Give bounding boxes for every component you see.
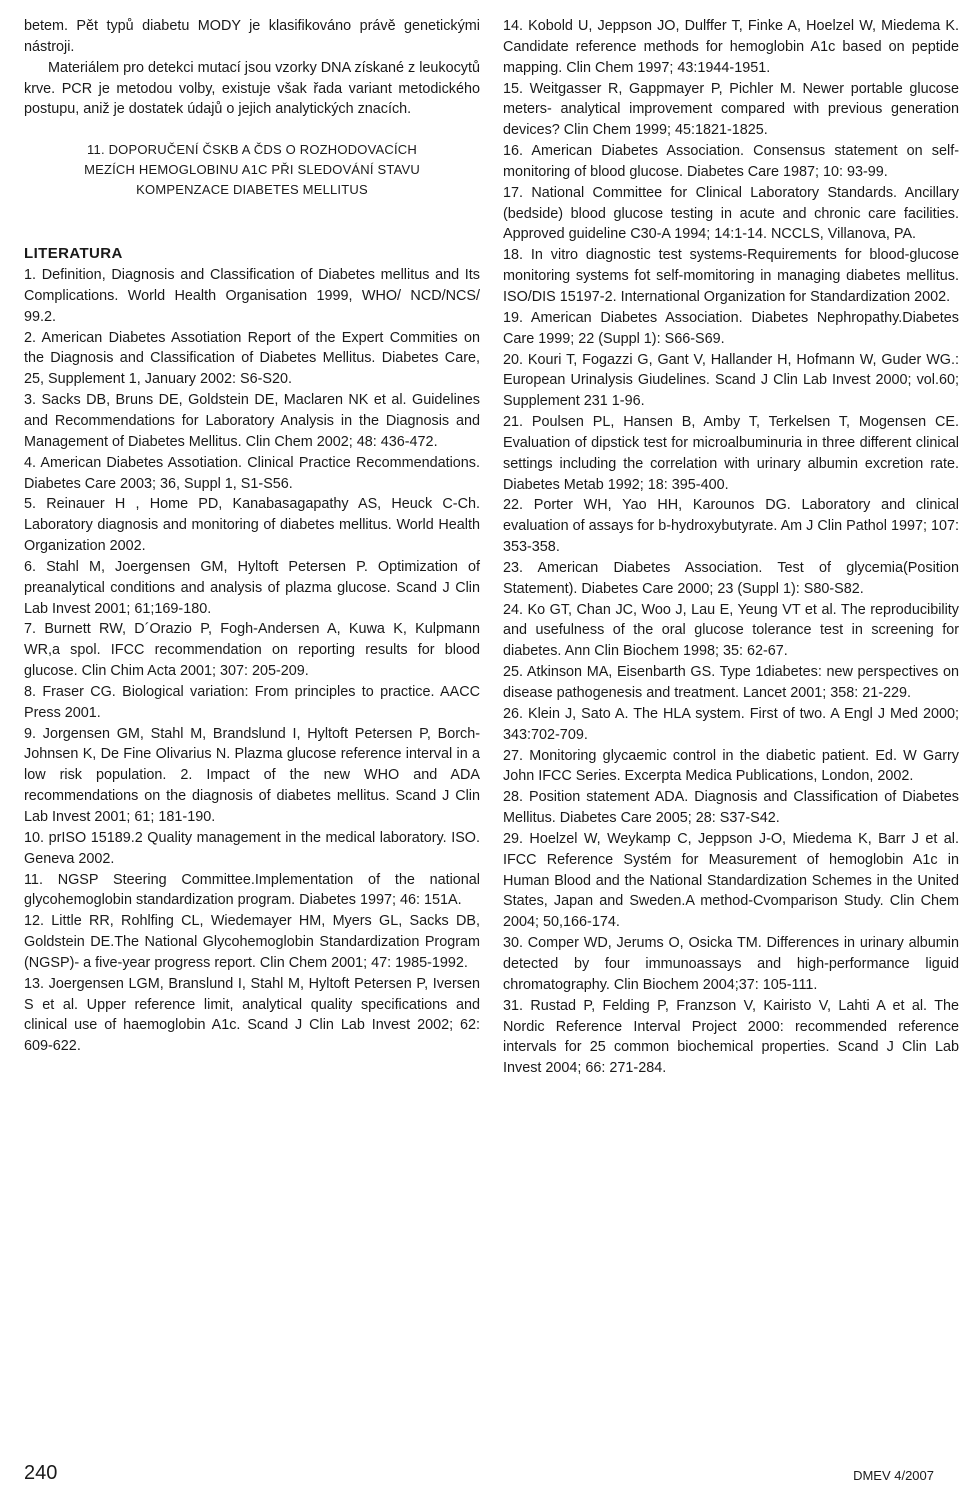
reference-list-left: [24, 265, 480, 1057]
intro-paragraph: Materiálem pro detekci mutací jsou vzorky DNA získané z leukocytů krve. PCR je metodou volby, existuje však řada variant metodického postupu, aniž je dostatek údajů o jejich analytických znacích.: [24, 59, 480, 118]
reference-item: 6. Stahl M, Joergensen GM, Hyltoft Petersen P. Optimization of preanalytical conditions and analysis of plazma glucose. Scand J Clin Lab Invest 2001; 61;169-180.: [24, 558, 480, 617]
reference-item: 24. Ko GT, Chan JC, Woo J, Lau E, Yeung VT et al. The reproducibility and usefulness of the oral glucose tolerance test in screening for diabetes. Ann Clin Biochem 1998; 35: 62-67.: [503, 601, 959, 660]
reference-item: 12. Little RR, Rohlfing CL, Wiedemayer HM, Myers GL, Sacks DB, Goldstein DE.The National Glycohemoglobin Standardization Program (NGSP)- a five-year progress report. Clin Chem 2001; 47: 1985-1992.: [24, 913, 480, 971]
reference-item: 25. Atkinson MA, Eisenbarth GS. Type 1diabetes: new perspectives on disease pathogenesis and treatment. Lancet 2001; 358: 21-229.: [503, 664, 959, 701]
reference-item: 28. Position statement ADA. Diagnosis and Classification of Diabetes Mellitus. Diabetes Care 2005; 28: S37-S42.: [503, 789, 959, 827]
reference-item: 13. Joergensen LGM, Branslund I, Stahl M, Hyltoft Petersen P, Iversen S et al. Upper reference limit, analytical quality specifications and clinical use of haemoglobin A1c. Scand J Clin Lab Invest 2002; 62: 609-622.: [24, 975, 480, 1055]
reference-item: 16. American Diabetes Association. Consensus statement on self-monitoring of blood glucose. Diabetes Care 1987; 10: 93-99.: [503, 143, 959, 180]
right-column: [503, 16, 959, 1079]
reference-item: 31. Rustad P, Felding P, Franzson V, Kairisto V, Lahti A et al. The Nordic Reference Interval Project 2000: recommended reference intervals for 25 common biochemical properties. Scand J Clin Lab Invest 2004; 66: 271-284.: [503, 997, 959, 1077]
journal-issue: DMEV 4/2007: [853, 1468, 934, 1483]
reference-item: 1. Definition, Diagnosis and Classification of Diabetes mellitus and Its Complications. World Health Organisation 1999, WHO/ NCD/NCS/ 99.2.: [24, 267, 480, 325]
section-number: 11.: [87, 142, 105, 158]
reference-item: 10. prISO 15189.2 Quality management in the medical laboratory. ISO. Geneva 2002.: [24, 829, 480, 867]
reference-item: 9. Jorgensen GM, Stahl M, Brandslund I, Hyltoft Petersen P, Borch-Johnsen K, De Fine Olivarius N. Plazma glucose reference interval in a low risk population. 2. Impact of the new WHO and ADA recommendations on the diagnosis of diabetes mellitus. Scand J Clin Lab Invest 2001; 61; 181-190.: [24, 725, 480, 825]
reference-item: 7. Burnett RW, D´Orazio P, Fogh-Andersen A, Kuwa K, Kulpmann WR,a spol. IFCC recommendation on reporting results for blood glucose. Clin Chim Acta 2001; 307: 205-209.: [24, 621, 480, 680]
reference-item: 18. In vitro diagnostic test systems-Requirements for blood-glucose monitoring systems fot self-momitoring in managing diabetes mellitus. ISO/DIS 15197-2. International Organization for Standardization 2002.: [503, 247, 959, 305]
reference-item: 8. Fraser CG. Biological variation: From principles to practice. AACC Press 2001.: [24, 683, 480, 721]
reference-item: 15. Weitgasser R, Gappmayer P, Pichler M. Newer portable glucose meters- analytical improvement compared with previous generation devices? Clin Chem 1999; 45:1821-1825.: [503, 80, 959, 139]
reference-item: 29. Hoelzel W, Weykamp C, Jeppson J-O, Miedema K, Barr J et al. IFCC Reference Systém for Measurement of hemoglobin A1c in Human Blood and the National Standardization Schemes in the United States, Japan and Sweden.A method-Cvomparison Study. Clin Chem 2004; 50,166-174.: [503, 830, 959, 931]
reference-item: 17. National Committee for Clinical Laboratory Standards. Ancillary (bedside) blood glucose testing in acute and chronic care facilities. Approved guideline C30-A 1994; 14:1-14. NCCLS, Villanova, PA.: [503, 184, 959, 243]
reference-item: 5. Reinauer H , Home PD, Kanabasagapathy AS, Heuck C-Ch. Laboratory diagnosis and monitoring of diabetes mellitus. World Health Organization 2002.: [24, 496, 480, 555]
reference-item: 2. American Diabetes Assotiation Report of the Expert Commities on the Diagnosis and Classification of Diabetes Mellitus. Diabetes Care, 25, Supplement 1, January 2002: S6-S20.: [24, 329, 480, 388]
reference-item: 11. NGSP Steering Committee.Implementation of the national glycohemoglobin standardization program. Diabetes 1997; 46: 151A.: [24, 871, 480, 909]
reference-item: 14. Kobold U, Jeppson JO, Dulffer T, Finke A, Hoelzel W, Miedema K. Candidate reference methods for hemoglobin A1c based on peptide mapping. Clin Chem 1997; 43:1944-1951.: [503, 18, 959, 76]
section-title: DOPORUČENÍ ČSKB A ČDS O ROZHODOVACÍCH MEZÍCH HEMOGLOBINU A1C PŘI SLEDOVÁNÍ STAVU KOMPENZACE DIABETES MELLITUS: [84, 142, 420, 198]
literature-heading: LITERATURA: [24, 245, 123, 263]
reference-item: 19. American Diabetes Association. Diabetes Nephropathy.Diabetes Care 1999; 22 (Suppl 1): S66-S69.: [503, 309, 959, 347]
reference-item: 3. Sacks DB, Bruns DE, Goldstein DE, Maclaren NK et al. Guidelines and Recommendations for Laboratory Analysis in the Diagnosis and Management of Diabetes Mellitus. Clin Chem 2002; 48: 436-472.: [24, 392, 480, 450]
reference-item: 27. Monitoring glycaemic control in the diabetic patient. Ed. W Garry John IFCC Series. Excerpta Medica Publications, London, 2002.: [503, 747, 959, 785]
page-number: 240: [24, 1462, 58, 1484]
reference-item: 26. Klein J, Sato A. The HLA system. First of two. A Engl J Med 2000; 343:702-709.: [503, 705, 959, 743]
reference-item: 30. Comper WD, Jerums O, Osicka TM. Differences in urinary albumin detected by four immunoassays and high-performance liguid chromatography. Clin Biochem 2004;37: 105-111.: [503, 935, 959, 993]
reference-item: 22. Porter WH, Yao HH, Karounos DG. Laboratory and clinical evaluation of assays for b-hydroxybutyrate. Am J Clin Pathol 1997; 107: 353-358.: [503, 497, 959, 556]
reference-item: 21. Poulsen PL, Hansen B, Amby T, Terkelsen T, Mogensen CE. Evaluation of dipstick test for microalbuminuria in three different clinical settings including the correlation with urinary albumin excretion rate. Diabetes Metab 1992; 18: 395-400.: [503, 414, 959, 493]
reference-list-right: [503, 16, 959, 1079]
section-heading: [24, 140, 480, 200]
reference-item: 20. Kouri T, Fogazzi G, Gant V, Hallander H, Hofmann W, Guder WG.: European Urinalysis Giudelines. Scand J Clin Lab Invest 2000; vol.60; Supplement 231 1-96.: [503, 351, 959, 410]
intro-paragraph: betem. Pět typů diabetu MODY je klasifikováno právě genetickými nástroji.: [24, 18, 480, 55]
reference-item: 23. American Diabetes Association. Test of glycemia(Position Statement). Diabetes Care 2000; 23 (Suppl 1): S80-S82.: [503, 559, 959, 597]
left-column: [24, 16, 480, 1057]
reference-item: 4. American Diabetes Assotiation. Clinical Practice Recommendations. Diabetes Care 2003; 36, Suppl 1, S1-S56.: [24, 454, 480, 492]
